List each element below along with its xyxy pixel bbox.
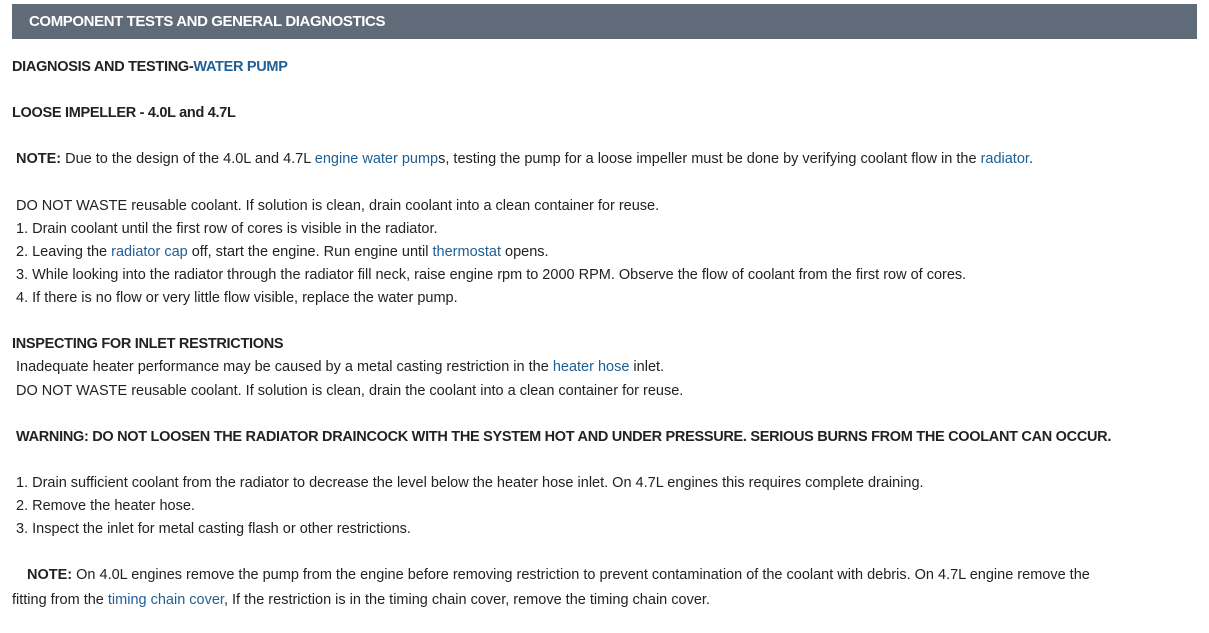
- list-item: 1. Drain sufficient coolant from the radiator to decrease the level below the heater hose inlet. On 4.7L engines this requires complete draining.: [16, 475, 924, 491]
- paragraph-text: inlet.: [629, 359, 665, 375]
- heater-hose-link[interactable]: heater hose: [552, 359, 630, 375]
- list-item: 1. Drain coolant until the first row of cores is visible in the radiator.: [16, 221, 438, 237]
- note-paragraph-2: [27, 565, 1090, 585]
- note-label: NOTE:: [27, 567, 73, 583]
- heading-inlet-restrictions: INSPECTING FOR INLET RESTRICTIONS: [12, 336, 284, 352]
- note-text: fitting from the: [12, 592, 108, 608]
- engine-water-pump-link[interactable]: engine water pump: [314, 151, 439, 167]
- list-item: 4. If there is no flow or very little flow visible, replace the water pump.: [16, 290, 458, 306]
- section-header: [12, 4, 1197, 39]
- list-item-text: opens.: [501, 244, 549, 260]
- radiator-cap-link[interactable]: radiator cap: [111, 244, 188, 260]
- radiator-link[interactable]: radiator: [980, 151, 1029, 167]
- section-header-title: COMPONENT TESTS AND GENERAL DIAGNOSTICS: [29, 13, 386, 30]
- list-item: [16, 242, 549, 262]
- warning-text: WARNING: DO NOT LOOSEN THE RADIATOR DRAINCOCK WITH THE SYSTEM HOT AND UNDER PRESSURE. SERIOUS BURNS FROM THE COOLANT CAN OCCUR.: [16, 429, 1112, 445]
- list-item: 3. While looking into the radiator through the radiator fill neck, raise engine rpm to 2000 RPM. Observe the flow of coolant from the first row of cores.: [16, 267, 967, 283]
- water-pump-link[interactable]: WATER PUMP: [193, 59, 288, 75]
- note-label: NOTE:: [16, 151, 62, 167]
- timing-chain-cover-link[interactable]: timing chain cover: [107, 592, 224, 608]
- paragraph: [16, 357, 664, 377]
- thermostat-link[interactable]: thermostat: [432, 244, 502, 260]
- coolant-notice: DO NOT WASTE reusable coolant. If solution is clean, drain the coolant into a clean container for reuse.: [16, 383, 684, 399]
- list-item: 3. Inspect the inlet for metal casting flash or other restrictions.: [16, 521, 411, 537]
- list-item: 2. Remove the heater hose.: [16, 498, 195, 514]
- note-text: Due to the design of the 4.0L and 4.7L: [61, 151, 315, 167]
- heading-loose-impeller: LOOSE IMPELLER - 4.0L and 4.7L: [12, 105, 236, 121]
- note-text: , If the restriction is in the timing chain cover, remove the timing chain cover.: [223, 592, 710, 608]
- heading-diagnosis: [12, 57, 288, 77]
- note-text: On 4.0L engines remove the pump from the engine before removing restriction to prevent contamination of the coolant with debris. On 4.7L engine remove the: [72, 567, 1090, 583]
- heading-diagnosis-prefix: DIAGNOSIS AND TESTING-: [12, 59, 194, 75]
- coolant-notice: DO NOT WASTE reusable coolant. If solution is clean, drain coolant into a clean container for reuse.: [16, 198, 660, 214]
- list-item-text: 2. Leaving the: [16, 244, 112, 260]
- note-paragraph-1: [16, 149, 1033, 169]
- paragraph-text: Inadequate heater performance may be caused by a metal casting restriction in the: [16, 359, 553, 375]
- note-paragraph-2-continued: [12, 590, 710, 610]
- list-item-text: off, start the engine. Run engine until: [187, 244, 433, 260]
- note-text: s, testing the pump for a loose impeller must be done by verifying coolant flow in the: [438, 151, 981, 167]
- note-text: .: [1028, 151, 1033, 167]
